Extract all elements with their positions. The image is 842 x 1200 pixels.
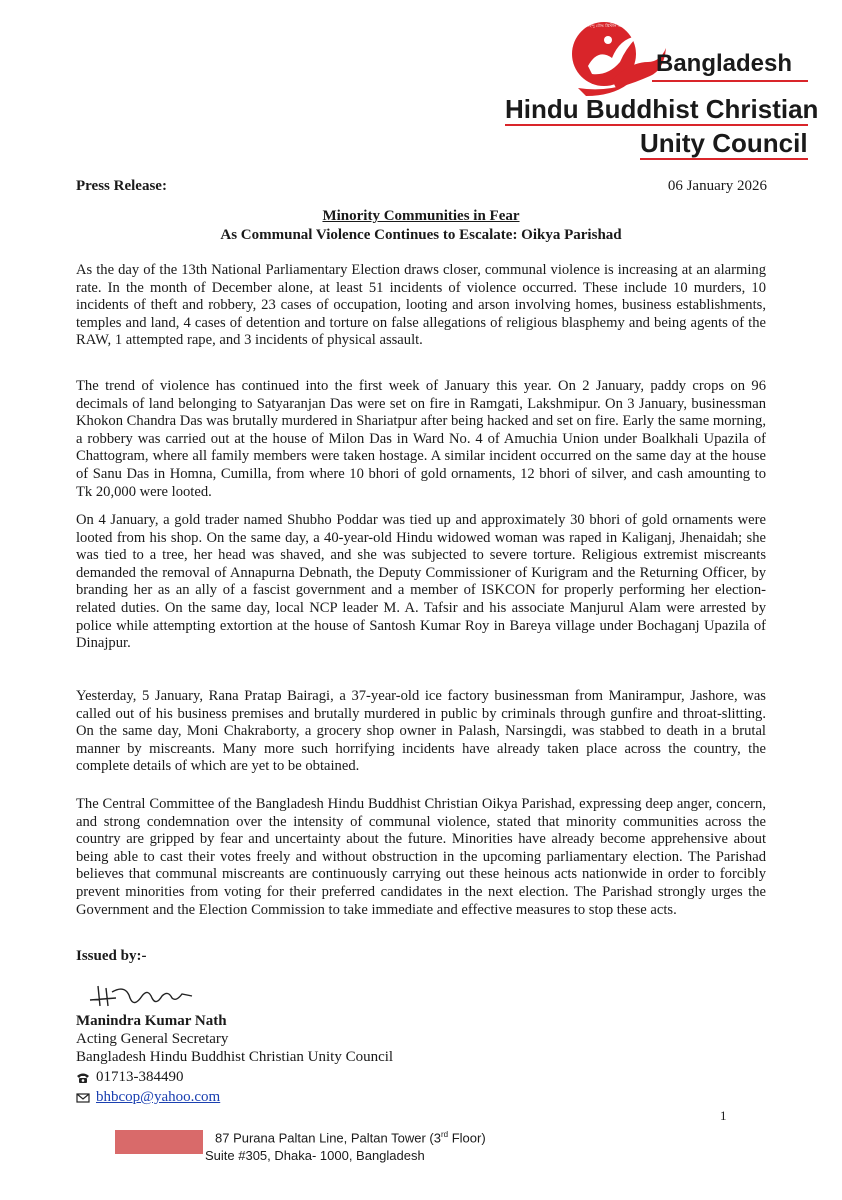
issued-by-label: Issued by:- <box>76 948 147 964</box>
email-link[interactable]: bhbcop@yahoo.com <box>96 1089 221 1105</box>
address-line-2: Suite #305, Dhaka- 1000, Bangladesh <box>205 1148 425 1163</box>
signatory-organization: Bangladesh Hindu Buddhist Christian Unity Council <box>76 1049 394 1065</box>
phone-number: 01713-384490 <box>96 1069 184 1085</box>
address-line-1-end: Floor) <box>448 1130 486 1146</box>
subheadline: As Communal Violence Continues to Escalate: Oikya Parishad <box>220 227 622 243</box>
email-row <box>76 1088 220 1106</box>
address-line-1-text: 87 Purana Paltan Line, Paltan Tower (3 <box>215 1130 441 1146</box>
phone-row <box>76 1068 184 1086</box>
signatory-title: Acting General Secretary <box>76 1031 229 1047</box>
release-date: 06 January 2026 <box>667 178 767 194</box>
page-number: 1 <box>720 1108 727 1123</box>
header-rule-1 <box>652 80 808 82</box>
council-logo <box>568 18 668 100</box>
floor-ordinal-suffix: rd <box>440 1130 449 1139</box>
handwritten-signature <box>86 980 196 1012</box>
logo-bengali-text: বাংলাদেশ হিন্দু বৌদ্ধ খ্রিস্টান ঐক্য পরিষদ <box>571 23 637 28</box>
signatory-name: Manindra Kumar Nath <box>76 1013 227 1029</box>
body-paragraph-4: Yesterday, 5 January, Rana Pratap Bairagi, a 37-year-old ice factory businessman from Manirampur, Jashore, was called out of his business premises and brutally murdered in public by criminals through gunfire and throat-slitting. On the same day, Moni Chakraborty, a grocery shop owner in Palash, Narsingdi, was stabbed to death in a brutal manner by miscreants. Many more such horrifying incidents have already taken place across the country, the complete details of which are yet to be obtained. <box>76 688 766 775</box>
body-paragraph-2: The trend of violence has continued into the first week of January this year. On 2 January, paddy crops on 96 decimals of land belonging to Satyaranjan Das were set on fire in Ramgati, Lakshmipur. On 3 January, businessman Khokon Chandra Das was brutally murdered in Shariatpur after being hacked and set on fire. Early the same morning, a robbery was carried out at the house of Milon Das in Ward No. 4 of Amuchia Union under Boalkhali Upazila of Chattogram, where all family members were taken hostage. A similar incident occurred on the same day at the house of Sanu Das in Homna, Cumilla, from where 10 bhori of gold ornaments, 12 bhori of silver, and cash amounting to Tk 20,000 were looted. <box>76 378 766 500</box>
redaction-block <box>115 1130 203 1154</box>
org-name-line1: Bangladesh <box>656 50 793 77</box>
header-rule-3 <box>640 158 808 160</box>
body-paragraph-5: The Central Committee of the Bangladesh Hindu Buddhist Christian Oikya Parishad, expressing deep anger, concern, and strong condemnation over the intensity of communal violence, stated that minority communities across the country are gripped by fear and uncertainty about the future. Minorities have already become apprehensive about being able to cast their votes freely and without obstruction in the upcoming parliamentary election. The Parishad believes that communal miscreants are continuously carrying out these heinous acts nationwide in order to forcibly prevent minorities from voting for their preferred candidates in the next election. The Parishad strongly urges the Government and the Election Commission to take immediate and effective measures to stop these acts. <box>76 796 766 918</box>
org-name-line2: Hindu Buddhist Christian <box>505 94 819 124</box>
address-line-1 <box>215 1130 486 1145</box>
press-release-label: Press Release: <box>76 178 167 194</box>
header-rule-2 <box>505 124 808 126</box>
headline: Minority Communities in Fear <box>322 208 520 224</box>
body-paragraph-1: As the day of the 13th National Parliamentary Election draws closer, communal violence is increasing at an alarming rate. In the month of December alone, at least 51 incidents of violence occurred. These include 10 murders, 10 incidents of theft and robbery, 23 cases of occupation, looting and arson involving homes, business establishments, temples and land, 4 cases of detention and torture on false allegations of religious blasphemy and being agents of the RAW, 1 attempted rape, and 3 incidents of physical assault. <box>76 262 766 349</box>
envelope-icon <box>76 1092 90 1104</box>
org-name-line3: Unity Council <box>640 128 808 158</box>
body-paragraph-3: On 4 January, a gold trader named Shubho Poddar was tied up and approximately 30 bhori of gold ornaments were looted from his shop. On the same day, a 40-year-old Hindu widowed woman was raped in Kaliganj, Jhenaidah; she was tied to a tree, her head was shaved, and she was subjected to severe torture. Religious extremist miscreants demanded the removal of Annapurna Debnath, the Deputy Commissioner of Kurigram and the Returning Officer, by branding her as an ally of a fascist government and a member of ISKCON for properly performing her election-related duties. On the same day, local NCP leader M. A. Tafsir and his associate Manjurul Alam were arrested by police while attempting extortion at the house of Santosh Kumar Roy in Bareya village under Bochaganj Upazila of Dinajpur. <box>76 512 766 652</box>
telephone-icon <box>76 1072 90 1084</box>
